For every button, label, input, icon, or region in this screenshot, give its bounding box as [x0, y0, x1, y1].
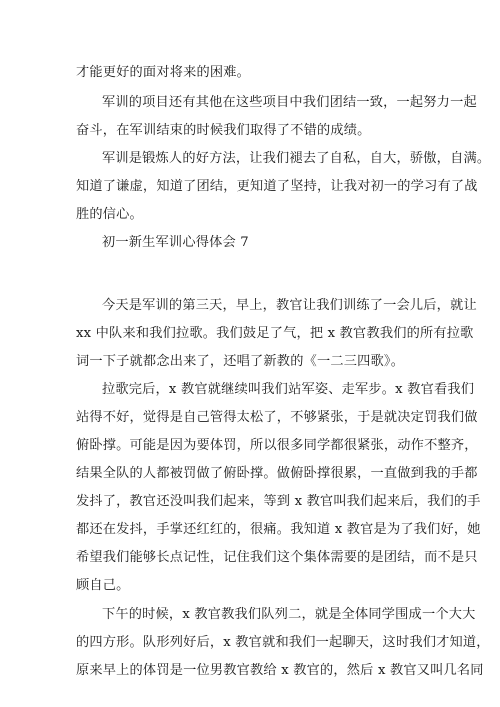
text-line: 拉歌完后，x 教官就继续叫我们站军姿、走军步。x 教官看我们 — [102, 382, 475, 397]
text-line: 才能更好的面对将来的困难。 — [76, 65, 251, 80]
text-line: 原来早上的体罚是一位男教官教给 x 教官的，然后 x 教官又叫几名同 — [76, 663, 484, 678]
text-line: 词一下子就都念出来了，还唱了新教的《一二三四歌》。 — [76, 354, 405, 369]
text-line: 俯卧撑。可能是因为要体罚，所以很多同学都很紧张，动作不整齐， — [76, 438, 478, 453]
paragraph-afternoon — [76, 601, 490, 685]
text-line: 的四方形。队形列好后，x 教官就和我们一起聊天，这时我们才知道， — [76, 635, 490, 650]
text-line: xx 中队来和我们拉歌。我们鼓足了气，把 x 教官教我们的所有拉歌 — [76, 326, 474, 341]
text-line: 军训的项目还有其他在这些项目中我们团结一致，一起努力一起 — [102, 95, 477, 110]
paragraph-training-benefits — [76, 145, 491, 229]
text-line: 希望我们能够长点记性，记住我们这个集体需要的是团结，而不是只 — [76, 550, 478, 565]
text-line: 结果全队的人都被罚做了俯卧撑。做俯卧撑很累，一直做到我的手都 — [76, 466, 478, 481]
paragraph-day-three — [76, 292, 477, 376]
paragraph-pushups — [76, 376, 481, 600]
text-line: 奋斗，在军训结束的时候我们取得了不错的成绩。 — [76, 123, 371, 138]
section-title — [76, 229, 428, 257]
paragraph-team-effort — [76, 89, 477, 145]
text-line: 都还在发抖，手掌还红红的，很痛。我知道 x 教官是为了我们好，她 — [76, 522, 481, 537]
text-line: 胜的信心。 — [76, 207, 143, 222]
paragraph-closing-line — [76, 59, 428, 87]
text-line: 今天是军训的第三天，早上，教官让我们训练了一会儿后，就让 — [102, 298, 477, 313]
text-line: 知道了谦虚，知道了团结，更知道了坚持，让我对初一的学习有了战 — [76, 179, 478, 194]
section-title-text: 初一新生军训心得体会 7 — [102, 235, 249, 250]
text-line: 发抖了，教官还没叫我们起来，等到 x 教官叫我们起来后，我们的手 — [76, 494, 481, 509]
text-line: 顾自己。 — [76, 578, 130, 593]
text-line: 下午的时候，x 教官教我们队列二，就是全体同学围成一个大大 — [102, 607, 476, 622]
text-line: 站得不好，觉得是自己管得太松了，不够紧张，于是就决定罚我们做 — [76, 410, 478, 425]
text-line: 军训是锻炼人的好方法，让我们褪去了自私，自大，骄傲，自满。 — [102, 151, 491, 166]
